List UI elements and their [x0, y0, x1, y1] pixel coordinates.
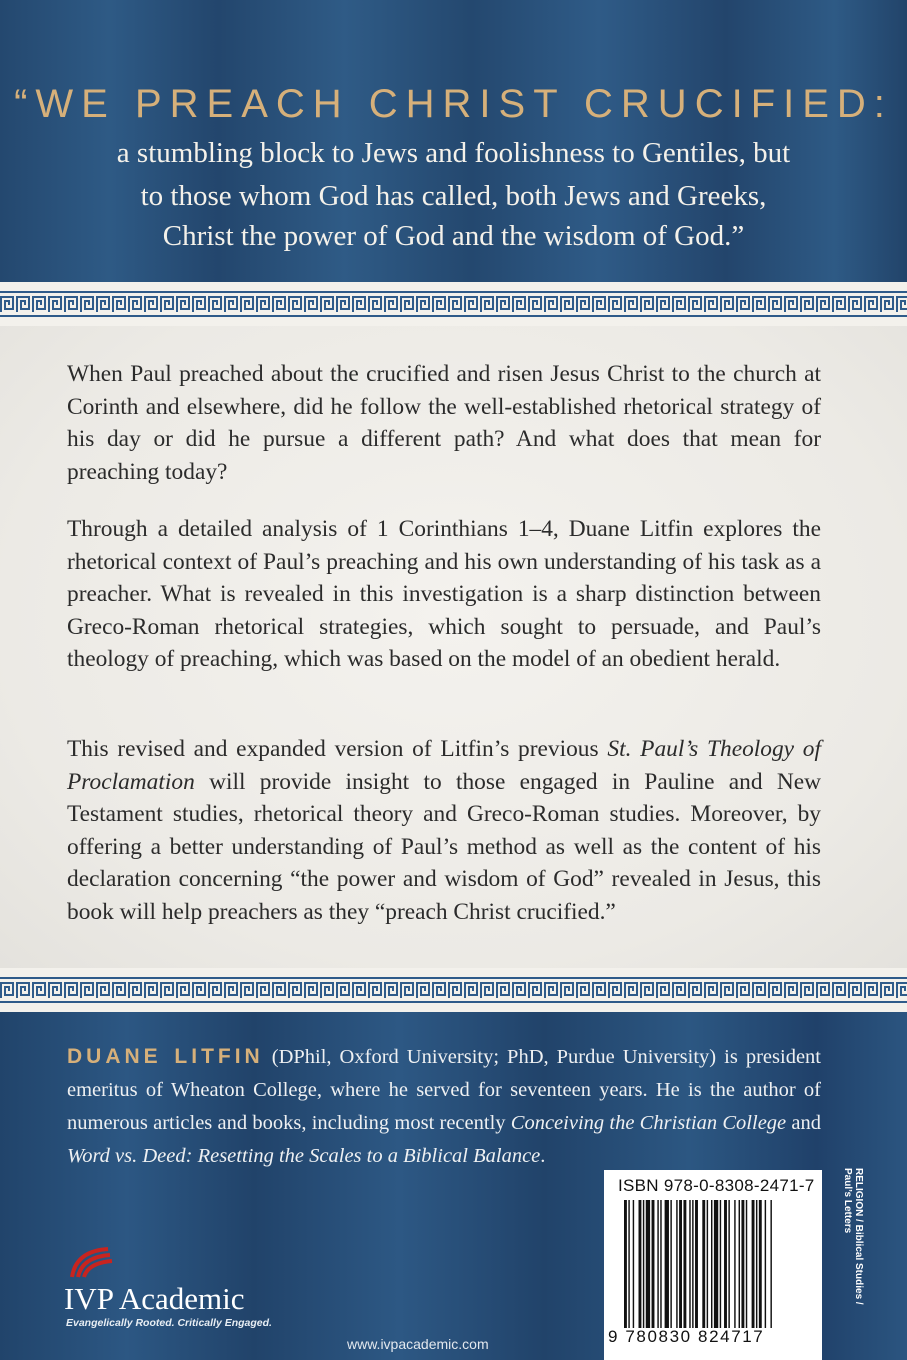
description-paragraph-2: Through a detailed analysis of 1 Corinthians 1–4, Duane Litfin explores the rhetorical context of Paul’s preaching and his own understanding of his task as a preacher. What is revealed in this investigation is a sharp distinction between Greco-Roman rhetorical strategies, which sought to persuade, and Paul’s theology of preaching, which was based on the model of an obedient herald. [67, 516, 821, 672]
description-paragraph-3 [67, 733, 821, 928]
publisher-arc-icon [68, 1245, 128, 1279]
greek-key-border-top [0, 282, 907, 326]
quote-line-2: to those whom God has called, both Jews and Greeks, [140, 180, 767, 212]
bio-mid: and [786, 1112, 821, 1134]
barcode-bars [624, 1200, 814, 1328]
greek-key-pattern [0, 968, 907, 1012]
author-bio [67, 1040, 821, 1173]
greek-key-pattern [0, 282, 907, 326]
category-label [842, 1168, 870, 1358]
book-title-2: Word vs. Deed: Resetting the Scales to a Biblical Balance [67, 1145, 541, 1167]
publisher-logo [64, 1245, 272, 1329]
isbn-label: ISBN 978-0-8308-2471-7 [618, 1176, 815, 1195]
category-line-2: Paul’s Letters [842, 1168, 853, 1234]
category-line-1: RELIGION / Biblical Studies / [853, 1168, 864, 1305]
paragraph-3-start: This revised and expanded version of Litfin’s previous [67, 736, 608, 762]
greek-key-border-bottom [0, 968, 907, 1012]
book-title-1: Conceiving the Christian College [510, 1112, 787, 1134]
description-paragraph-1: When Paul preached about the crucified and risen Jesus Christ to the church at Corinth and elsewhere, did he follow the well-established rhetorical strategy of his day or did he pursue a different path? And what does that mean for preaching today? [67, 361, 821, 485]
paragraph-3-end: will provide insight to those engaged in Pauline and New Testament studies, rhetorical theory and Greco-Roman studies. Moreover, by offering a better understanding of Paul’s method as well as the content of his declaration concerning “the power and wisdom of God” revealed in Jesus, this book will help preachers as they “preach Christ crucified.” [67, 768, 821, 925]
quote-band [0, 0, 907, 282]
bio-end: . [540, 1145, 546, 1167]
barcode-digits: 9 780830 824717 [608, 1327, 765, 1346]
previous-book-title: St. Paul’s Theology of Proclamation [67, 736, 821, 795]
author-name: DUANE LITFIN [67, 1045, 264, 1068]
barcode-box [604, 1170, 822, 1360]
quote-line-3: Christ the power of God and the wisdom of God.” [162, 220, 745, 252]
quote-heading: “WE PREACH CHRIST CRUCIFIED: [14, 82, 893, 126]
bio-start: (DPhil, Oxford University; PhD, Purdue University) is president emeritus of Wheaton College, where he served for seventeen years. He is the author of numerous articles and books, including most recently [67, 1046, 821, 1134]
publisher-tagline: Evangelically Rooted. Critically Engaged. [66, 1317, 272, 1329]
publisher-name: IVP Academic [64, 1281, 245, 1316]
publisher-website: www.ivpacademic.com [347, 1336, 489, 1352]
quote-line-1: a stumbling block to Jews and foolishness to Gentiles, but [116, 137, 791, 169]
